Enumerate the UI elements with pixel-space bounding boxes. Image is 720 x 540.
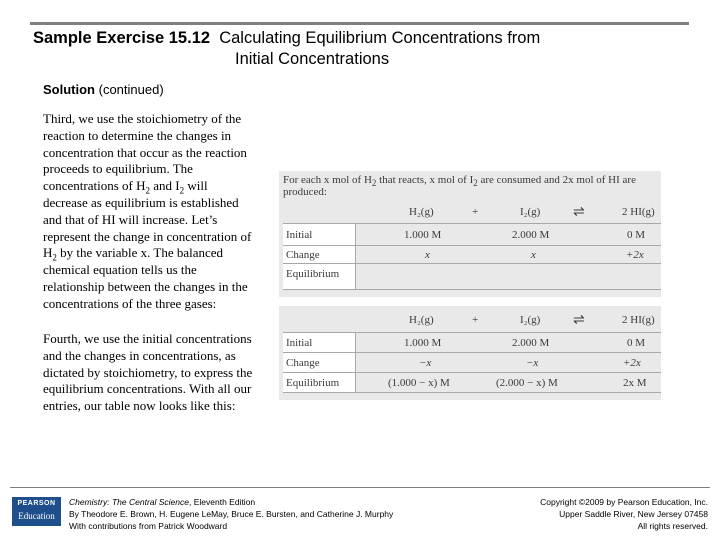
- paragraph-line: dictated by stoichiometry, to express the: [43, 364, 253, 380]
- table-1-rule: [283, 263, 661, 264]
- paragraph-line: reaction to determine the changes in: [43, 127, 232, 143]
- logo-top-text: PEARSON: [17, 500, 56, 507]
- paragraph-line: equilibrium concentrations. With all our: [43, 381, 252, 397]
- table-2-rule: [283, 392, 661, 393]
- eq1-plus: +: [472, 206, 479, 218]
- eq2-h2: H₂(g): [409, 314, 434, 326]
- t2-equilibrium-i2: (2.000 − x) M: [496, 377, 558, 389]
- t2-initial-hi: 0 M: [627, 337, 646, 349]
- table-1-divider: [355, 223, 356, 289]
- eq1-arrow: ⇌: [573, 205, 585, 220]
- t1-change-hi: +2x: [626, 249, 644, 261]
- exercise-label: Sample Exercise 15.12: [33, 29, 211, 47]
- footer-copyright: [460, 496, 708, 532]
- logo-bottom-text: Education: [18, 511, 55, 521]
- eq2-plus: +: [472, 314, 479, 326]
- table-1-rule: [283, 245, 661, 246]
- paragraph-line: and the changes in concentrations, as: [43, 347, 236, 363]
- eq2-i2: I₂(g): [520, 314, 541, 326]
- t2-initial-h2: 1.000 M: [404, 337, 442, 349]
- t2-row-equilibrium-label: Equilibrium: [286, 377, 340, 389]
- t2-row-initial-label: Initial: [286, 337, 313, 349]
- caption-text: For each x mol of $H_2$ that reacts, x mol of $I_2$ are consumed and 2x mol of HI are: [283, 174, 636, 189]
- paragraph-line: decrease as equilibrium is established: [43, 194, 239, 210]
- eq2-arrow: ⇌: [573, 313, 585, 328]
- t1-change-i2: x: [531, 249, 536, 261]
- ice-table-2: [279, 306, 661, 400]
- paragraph-line: chemical equation tells us the: [43, 262, 197, 278]
- paragraph-line: concentrations of the three gases:: [43, 295, 217, 311]
- paragraph-line: concentrations of $H_2$ and $I_2$ will: [43, 178, 208, 196]
- eq1-h2: H₂(g): [409, 206, 434, 218]
- t1-initial-i2: 2.000 M: [512, 229, 550, 241]
- t2-change-hi: +2x: [623, 357, 641, 369]
- footer-authors: By Theodore E. Brown, H. Eugene LeMay, Bruce E. Bursten, and Catherine J. Murphy: [69, 509, 394, 519]
- table-2-rule: [283, 372, 661, 373]
- slide-title: [33, 29, 540, 48]
- paragraph-line: $H_2$ by the variable x. The balanced: [43, 245, 224, 263]
- paragraph-line: concentration that occur as the reaction: [43, 144, 247, 160]
- t2-initial-i2: 2.000 M: [512, 337, 550, 349]
- t1-row-equilibrium-label: Equilibrium: [286, 268, 340, 280]
- t2-change-i2: −x: [526, 357, 539, 369]
- title-line1: Calculating Equilibrium Concentrations from: [219, 29, 541, 47]
- footer-book-edition: , Eleventh Edition: [189, 497, 256, 507]
- eq2-hi: 2 HI(g): [622, 314, 655, 326]
- footer-rule: [10, 487, 710, 488]
- t2-equilibrium-h2: (1.000 − x) M: [388, 377, 450, 389]
- paragraph-line: Third, we use the stoichiometry of the: [43, 111, 242, 126]
- paragraph-line: proceeds to equilibrium. The: [43, 161, 193, 177]
- paragraph-line: Fourth, we use the initial concentrations: [43, 331, 252, 346]
- table-2-rule: [283, 352, 661, 353]
- table-1-rule: [283, 289, 661, 290]
- pearson-logo: [12, 497, 61, 526]
- paragraph-equilibrium: [43, 331, 275, 415]
- footer-citation: [69, 496, 393, 532]
- copyright-line2: Upper Saddle River, New Jersey 07458: [559, 509, 708, 519]
- table-2-divider: [355, 332, 356, 392]
- footer-book-title: Chemistry: The Central Science: [69, 497, 189, 507]
- footer-book-line: [69, 496, 393, 508]
- ice-table-1: [279, 171, 661, 297]
- copyright-line1: Copyright ©2009 by Pearson Education, Inc.: [540, 497, 708, 507]
- t1-row-change-label: Change: [286, 249, 320, 261]
- t1-initial-h2: 1.000 M: [404, 229, 442, 241]
- table-1-caption-line1: [283, 174, 636, 189]
- paragraph-line: entries, our table now looks like this:: [43, 398, 236, 414]
- t2-row-change-label: Change: [286, 357, 320, 369]
- footer-contributions: With contributions from Patrick Woodward: [69, 521, 228, 531]
- paragraph-line: represent the change in concentration of: [43, 228, 252, 244]
- solution-suffix: (continued): [98, 82, 164, 97]
- t1-change-h2: x: [425, 249, 430, 261]
- eq1-hi: 2 HI(g): [622, 206, 655, 218]
- eq1-i2: I₂(g): [520, 206, 541, 218]
- t1-initial-hi: 0 M: [627, 229, 646, 241]
- solution-label: Solution: [43, 82, 95, 97]
- title-line2: Initial Concentrations: [235, 50, 390, 68]
- paragraph-stoichiometry: [43, 111, 275, 313]
- paragraph-line: relationship between the changes in the: [43, 278, 248, 294]
- top-rule: [30, 22, 689, 25]
- t2-change-h2: −x: [419, 357, 432, 369]
- t2-equilibrium-hi: 2x M: [623, 377, 647, 389]
- table-1-caption-line2: produced:: [283, 186, 327, 198]
- copyright-line3: All rights reserved.: [637, 521, 708, 531]
- t1-row-initial-label: Initial: [286, 229, 313, 241]
- solution-heading: [43, 82, 164, 97]
- paragraph-line: and that of HI will increase. Let’s: [43, 211, 218, 227]
